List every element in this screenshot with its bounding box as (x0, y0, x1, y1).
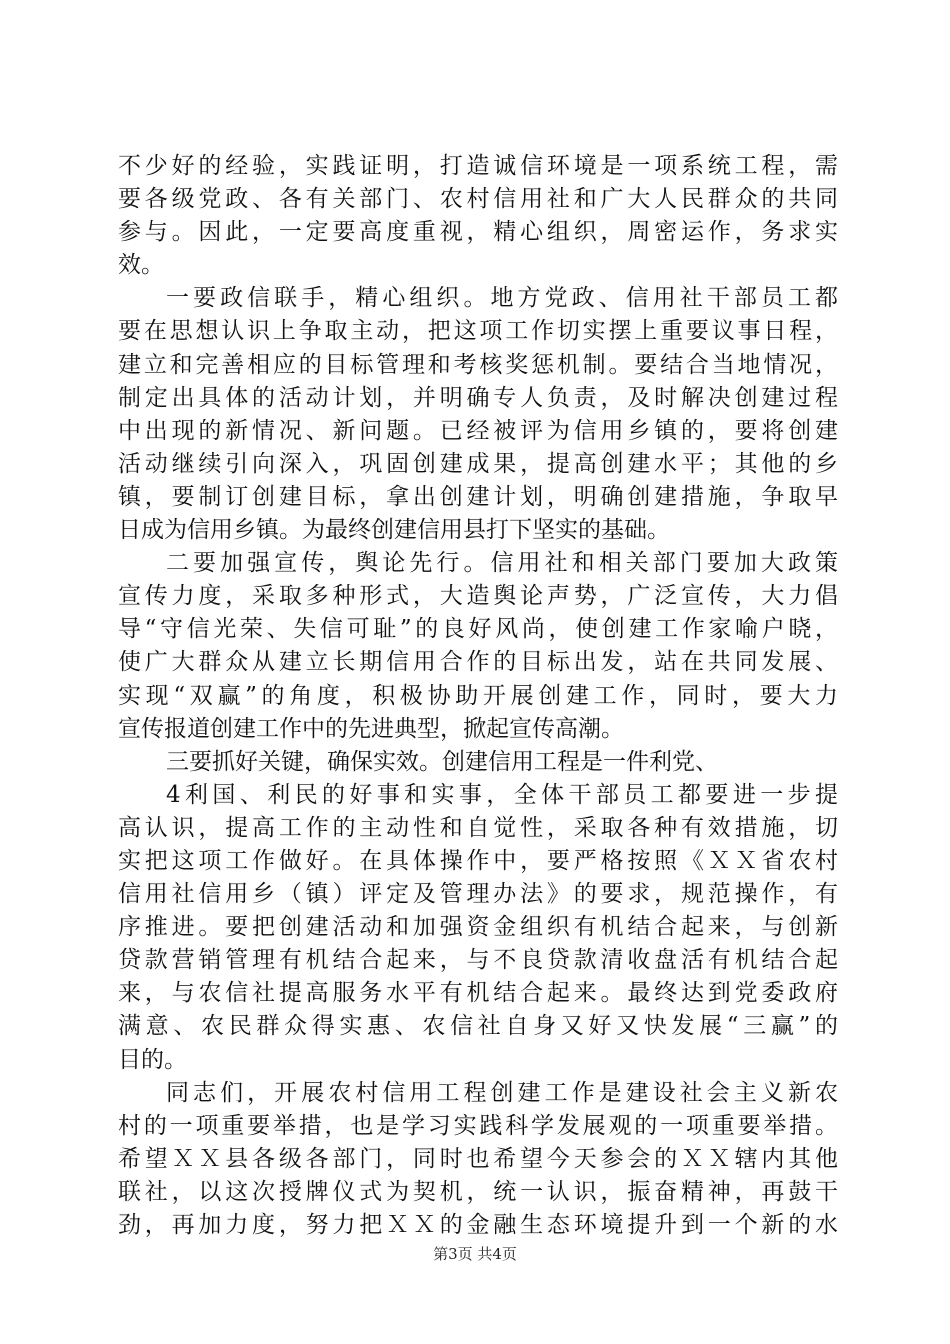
text-line: 要各级党政、各有关部门、农村信用社和广大人民群众的共同 (118, 186, 838, 213)
text-line: 目的。 (118, 1046, 187, 1073)
text-line: 要在思想认识上争取主动，把这项工作切实摆上重要议事日程， (118, 318, 838, 345)
text-line: 信用社信用乡（镇）评定及管理办法》的要求，规范操作，有 (118, 881, 838, 908)
text-line: 来，与农信社提高服务水平有机结合起来。最终达到党委政府 (118, 980, 838, 1007)
paragraph-first-line: 三要抓好关键，确保实效。创建信用工程是一件利党、 (166, 748, 718, 775)
text-line: 4利国、利民的好事和实事，全体干部员工都要进一步提 (166, 781, 838, 808)
text-line: 希望ＸＸ县各级各部门，同时也希望今天参会的ＸＸ辖内其他 (118, 1145, 838, 1172)
text-line: 劲，再加力度，努力把ＸＸ的金融生态环境提升到一个新的水 (118, 1212, 838, 1238)
text-line: 高认识，提高工作的主动性和自觉性，采取各种有效措施，切 (118, 814, 838, 841)
text-line: 建立和完善相应的目标管理和考核奖惩机制。要结合当地情况， (118, 351, 838, 378)
text-line: 不少好的经验，实践证明，打造诚信环境是一项系统工程，需 (118, 153, 838, 179)
text-line: 实现“双赢”的角度，积极协助开展创建工作，同时，要大力 (118, 682, 838, 709)
text-line: 参与。因此，一定要高度重视，精心组织，周密运作，务求实 (118, 219, 838, 246)
text-line: 日成为信用乡镇。为最终创建信用县打下坚实的基础。 (118, 517, 670, 544)
paragraph-first-line: 一要政信联手，精心组织。地方党政、信用社干部员工都 (166, 285, 838, 312)
paragraph-first-line: 同志们，开展农村信用工程创建工作是建设社会主义新农 (166, 1079, 838, 1106)
text-line: 制定出具体的活动计划，并明确专人负责，及时解决创建过程 (118, 384, 838, 411)
text-line: 宣传报道创建工作中的先进典型，掀起宣传高潮。 (118, 715, 624, 742)
text-line: 导“守信光荣、失信可耻”的良好风尚，使创建工作家喻户晓， (118, 616, 838, 643)
text-line: 宣传力度，采取多种形式，大造舆论声势，广泛宣传，大力倡 (118, 583, 838, 610)
text-line: 使广大群众从建立长期信用合作的目标出发，站在共同发展、 (118, 649, 838, 676)
paragraph-first-line: 二要加强宣传，舆论先行。信用社和相关部门要加大政策 (166, 550, 838, 577)
page-footer: 第3页 共4页 (433, 1245, 517, 1263)
text-line: 实把这项工作做好。在具体操作中，要严格按照《ＸＸ省农村 (118, 847, 838, 874)
text-line: 序推进。要把创建活动和加强资金组织有机结合起来，与创新 (118, 914, 838, 941)
text-line: 满意、农民群众得实惠、农信社自身又好又快发展“三赢”的 (118, 1013, 838, 1040)
text-line: 村的一项重要举措，也是学习实践科学发展观的一项重要举措。 (118, 1112, 838, 1139)
text-line: 活动继续引向深入，巩固创建成果，提高创建水平；其他的乡 (118, 450, 838, 477)
document-body (118, 150, 838, 1242)
text-line: 贷款营销管理有机结合起来，与不良贷款清收盘活有机结合起 (118, 947, 838, 974)
text-line: 镇，要制订创建目标，拿出创建计划，明确创建措施，争取早 (118, 483, 838, 510)
text-line: 联社，以这次授牌仪式为契机，统一认识，振奋精神，再鼓干 (118, 1178, 838, 1205)
text-line: 中出现的新情况、新问题。已经被评为信用乡镇的，要将创建 (118, 417, 838, 444)
text-line: 效。 (118, 252, 164, 279)
